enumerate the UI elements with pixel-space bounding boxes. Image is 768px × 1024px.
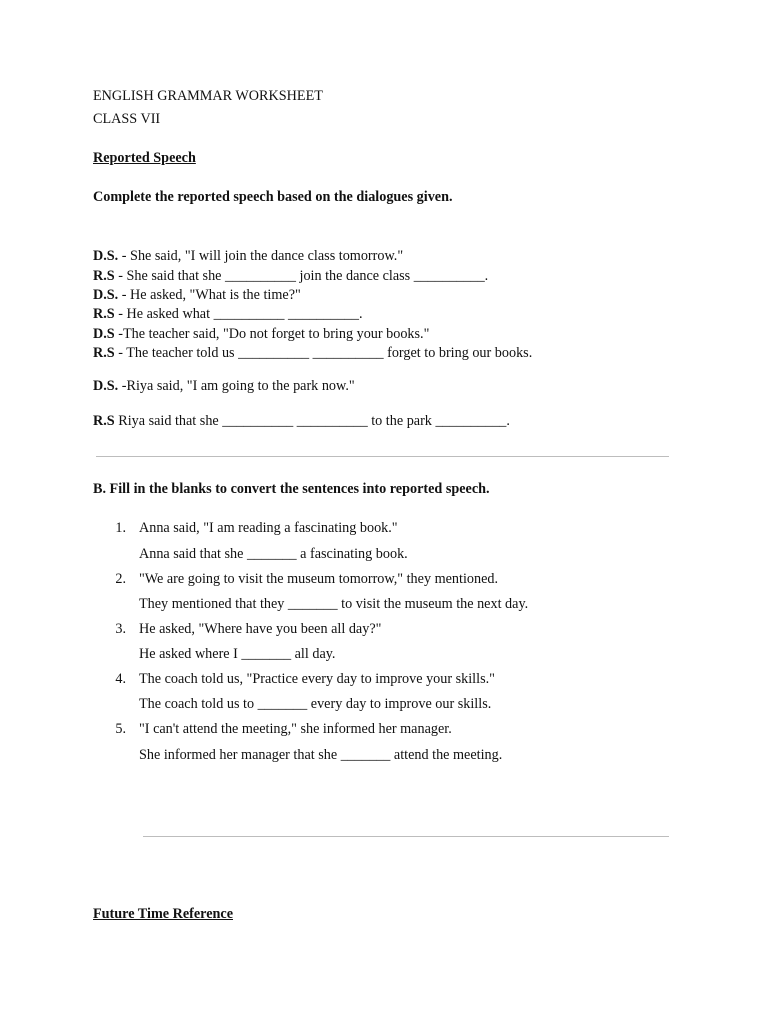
exercise-question: He asked, "Where have you been all day?" xyxy=(139,621,382,637)
exercise-answer: Anna said that she _______ a fascinating book. xyxy=(139,546,408,562)
speech-tag: R.S xyxy=(93,413,115,429)
dialogue-text: - The teacher told us __________ __________ forget to bring our books. xyxy=(114,345,533,361)
worksheet-title: ENGLISH GRAMMAR WORKSHEET xyxy=(93,88,323,104)
speech-tag: D.S. xyxy=(93,287,119,303)
dialogue-text: - She said that she __________ join the dance class __________. xyxy=(114,268,489,284)
exercise-answer: The coach told us to _______ every day to improve our skills. xyxy=(139,696,492,712)
exercise-question: "I can't attend the meeting," she informed her manager. xyxy=(139,721,452,737)
item-number: 2. xyxy=(115,571,126,587)
item-number: 4. xyxy=(115,671,126,687)
dialogue-line xyxy=(93,377,355,395)
speech-tag: R.S xyxy=(93,268,115,284)
dialogue-text: Riya said that she __________ __________ to the park __________. xyxy=(114,413,510,429)
dialogue-text: - She said, "I will join the dance class tomorrow." xyxy=(118,248,404,264)
dialogue-text: - He asked what __________ __________. xyxy=(114,306,363,322)
section-b-heading: B. Fill in the blanks to convert the sentences into reported speech. xyxy=(93,481,490,497)
dialogue-text: - He asked, "What is the time?" xyxy=(118,287,301,303)
speech-tag: R.S xyxy=(93,345,115,361)
speech-tag: D.S. xyxy=(93,378,119,394)
section-divider xyxy=(96,456,669,457)
dialogue-line xyxy=(93,325,429,343)
dialogue-line xyxy=(93,412,510,430)
dialogue-text: -Riya said, "I am going to the park now." xyxy=(118,378,355,394)
dialogue-line xyxy=(93,267,488,285)
speech-tag: D.S. xyxy=(93,248,119,264)
item-number: 1. xyxy=(115,520,126,536)
exercise-question: Anna said, "I am reading a fascinating book." xyxy=(139,520,398,536)
section-divider xyxy=(143,836,669,837)
exercise-answer: She informed her manager that she _______ attend the meeting. xyxy=(139,747,503,763)
exercise-answer: He asked where I _______ all day. xyxy=(139,646,336,662)
speech-tag: R.S xyxy=(93,306,115,322)
exercise-question: The coach told us, "Practice every day to improve your skills." xyxy=(139,671,495,687)
dialogue-line xyxy=(93,247,403,265)
section-a-instruction: Complete the reported speech based on the dialogues given. xyxy=(93,189,453,205)
dialogue-line xyxy=(93,305,363,323)
item-number: 3. xyxy=(115,621,126,637)
dialogue-line xyxy=(93,286,301,304)
item-number: 5. xyxy=(115,721,126,737)
exercise-answer: They mentioned that they _______ to visit the museum the next day. xyxy=(139,596,529,612)
exercise-question: "We are going to visit the museum tomorrow," they mentioned. xyxy=(139,571,499,587)
section-heading-reported-speech: Reported Speech xyxy=(93,150,196,166)
speech-tag: D.S xyxy=(93,326,115,342)
dialogue-text: -The teacher said, "Do not forget to bring your books." xyxy=(114,326,430,342)
dialogue-line xyxy=(93,344,532,362)
section-heading-future-time-reference: Future Time Reference xyxy=(93,906,233,922)
class-label: CLASS VII xyxy=(93,111,161,127)
